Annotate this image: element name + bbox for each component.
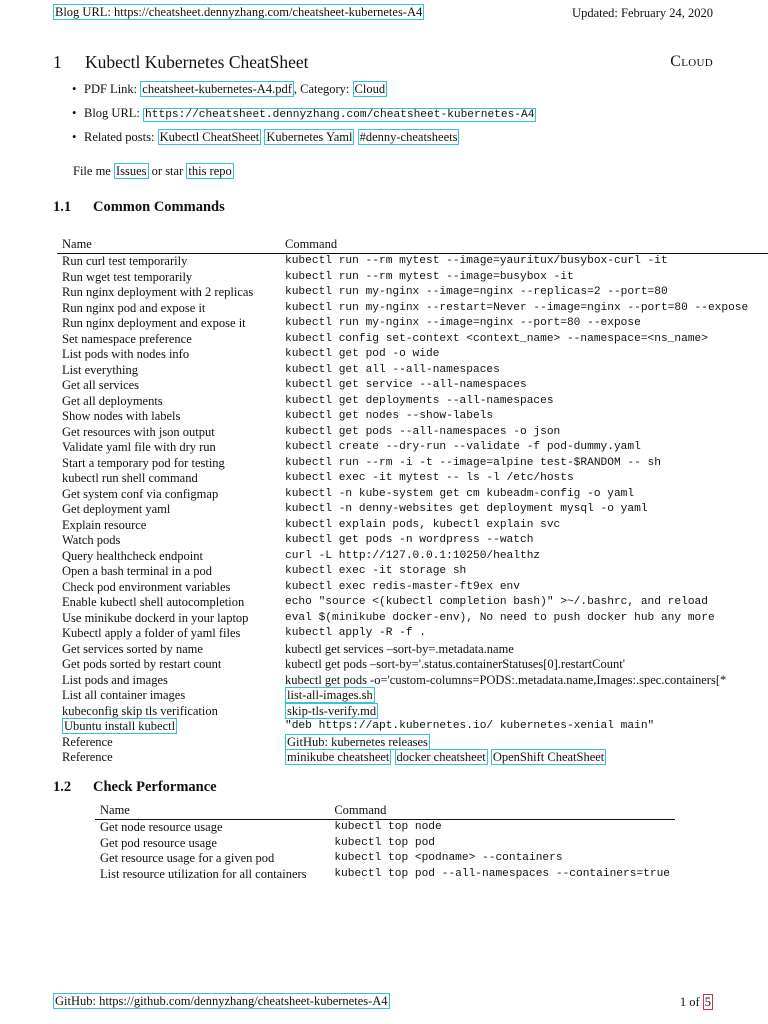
row-command: kubectl get deployments --all-namespaces (285, 394, 554, 407)
table-row (57, 735, 768, 751)
row-name: Enable kubectl shell autocompletion (62, 595, 245, 609)
row-command-link[interactable]: list-all-images.sh (287, 688, 373, 702)
related-link-kubectl[interactable]: Kubectl CheatSheet (159, 130, 260, 144)
row-command: kubectl run my-nginx --image=nginx --port=80 --expose (285, 317, 641, 329)
row-name: Set namespace preference (62, 331, 192, 346)
row-command-link[interactable]: skip-tls-verify.md (287, 703, 377, 718)
row-command: kubectl run my-nginx --image=nginx --replicas=2 --port=80 (285, 286, 668, 298)
row-name: List everything (62, 362, 139, 377)
table-row (57, 750, 768, 766)
meta-list (72, 82, 536, 154)
row-name: Run nginx deployment with 2 replicas (62, 285, 254, 299)
table-row (57, 254, 768, 270)
row-name: Use minikube dockerd in your laptop (62, 610, 249, 625)
table-row (57, 611, 768, 627)
row-command: kubectl get pods -o='custom-columns=PODS:.metadata.name,Images:.spec.containers[* (285, 672, 727, 687)
repo-link[interactable]: this repo (188, 164, 232, 178)
table-row (95, 867, 675, 883)
row-name: Get node resource usage (100, 820, 223, 834)
blog-link[interactable]: https://cheatsheet.dennyzhang.com/cheatsheet-kubernetes-A4 (145, 109, 535, 121)
row-name: List resource utilization for all containers (100, 866, 307, 881)
meta-related-item (72, 130, 536, 145)
category-link[interactable]: Cloud (354, 82, 386, 96)
row-name: Kubectl apply a folder of yaml files (62, 626, 241, 640)
category-label: , Category: (293, 82, 350, 96)
table-row (57, 425, 768, 441)
row-name: Reference (62, 750, 113, 764)
row-command (280, 735, 768, 751)
column-header-command: Command (329, 801, 675, 820)
row-command: kubectl run --rm mytest --image=yauritux/busybox-curl -it (285, 255, 668, 267)
common-commands-table (57, 235, 768, 766)
row-command-link[interactable]: GitHub: kubernetes releases (287, 734, 428, 749)
footer-page-number (680, 995, 713, 1010)
row-name: Get all services (62, 378, 140, 392)
table-row (57, 440, 768, 456)
row-command: kubectl create --dry-run --validate -f pod-dummy.yaml (285, 441, 641, 453)
row-name: kubeconfig skip tls verification (62, 703, 218, 718)
table-row (57, 270, 768, 286)
row-command: echo "source <(kubectl completion bash)" >~/.bashrc, and reload (285, 596, 708, 608)
row-command: kubectl get all --all-namespaces (285, 363, 500, 376)
row-name: Get pod resource usage (100, 835, 217, 850)
title-category: Cloud (670, 53, 713, 70)
table-row (57, 533, 768, 549)
table-row (95, 836, 675, 852)
file-me-text: File me (73, 164, 111, 178)
row-name: Run nginx deployment and expose it (62, 316, 246, 330)
reference-link[interactable]: OpenShift CheatSheet (492, 750, 605, 764)
row-name: Check pod environment variables (62, 579, 231, 594)
row-command: kubectl get pod -o wide (285, 348, 440, 360)
table-row (57, 518, 768, 534)
table-header-row (95, 801, 675, 820)
table-row (57, 301, 768, 317)
reference-link[interactable]: minikube cheatsheet (287, 750, 390, 764)
row-name: Show nodes with labels (62, 409, 181, 423)
meta-pdf-item (72, 82, 536, 97)
column-header-name: Name (95, 801, 329, 820)
pdf-link[interactable]: cheatsheet-kubernetes-A4.pdf (142, 82, 292, 96)
table-row (57, 580, 768, 596)
column-header-command: Command (280, 235, 768, 254)
table-row (57, 595, 768, 611)
row-command: kubectl exec redis-master-ft9ex env (285, 580, 520, 593)
row-command: kubectl top node (334, 821, 442, 833)
blog-label: Blog URL: (84, 106, 140, 120)
table-row (57, 347, 768, 363)
table-row (95, 820, 675, 836)
table-row (57, 673, 768, 689)
row-name: List pods and images (62, 672, 168, 687)
row-name: kubectl run shell command (62, 471, 198, 485)
table-row (57, 502, 768, 518)
row-command: kubectl get services –sort-by=.metadata.name (285, 641, 514, 656)
header-blog-url[interactable] (53, 5, 424, 20)
table-header-row (57, 235, 768, 254)
row-command: kubectl -n denny-websites get deployment mysql -o yaml (285, 503, 648, 515)
section-title: Check Performance (93, 779, 217, 795)
row-command: kubectl exec -it storage sh (285, 565, 467, 577)
row-command: kubectl apply -R -f . (285, 627, 426, 639)
star-text: or star (151, 164, 184, 178)
table-row (57, 471, 768, 487)
row-name: Validate yaml file with dry run (62, 440, 216, 454)
table-row (57, 719, 768, 735)
row-command: kubectl get pods --all-namespaces -o json (285, 425, 561, 438)
footer-github[interactable] (53, 994, 390, 1009)
table-row (57, 409, 768, 425)
row-name: Get system conf via configmap (62, 486, 219, 501)
page-label: 1 of (679, 995, 700, 1009)
row-name: Run nginx pod and expose it (62, 300, 206, 315)
row-name: Get pods sorted by restart count (62, 657, 222, 671)
row-name: Start a temporary pod for testing (62, 455, 225, 470)
row-name: Run curl test temporarily (62, 254, 188, 268)
table-row (57, 456, 768, 472)
row-command (280, 688, 768, 704)
pdf-label: PDF Link: (84, 82, 138, 96)
table-row (57, 564, 768, 580)
table-row (57, 332, 768, 348)
column-header-name: Name (57, 235, 280, 254)
row-command: kubectl config set-context <context_name> --namespace=<ns_name> (285, 332, 708, 345)
related-label: Related posts: (84, 130, 155, 144)
table-row (57, 688, 768, 704)
section-number: 1.2 (53, 779, 72, 795)
row-command: kubectl top <podname> --containers (334, 852, 563, 864)
row-command: kubectl run --rm mytest --image=busybox -it (285, 270, 574, 283)
row-name: Get resource usage for a given pod (100, 851, 275, 865)
row-name: Get deployment yaml (62, 502, 171, 516)
section-title: Common Commands (93, 199, 225, 215)
table-row (57, 316, 768, 332)
row-command: eval $(minikube docker-env), No need to push docker hub any more (285, 611, 715, 624)
row-command (280, 704, 768, 720)
table-row (57, 378, 768, 394)
total-pages-link[interactable]: 5 (704, 995, 711, 1009)
table-row (57, 487, 768, 503)
title-text: Kubectl Kubernetes CheatSheet (85, 52, 309, 72)
related-link-kubernetes-yaml[interactable]: Kubernetes Yaml (266, 130, 353, 144)
row-command: kubectl run --rm -i -t --image=alpine test-$RANDOM -- sh (285, 456, 661, 469)
row-name: Get all deployments (62, 393, 163, 408)
row-name: Get resources with json output (62, 424, 215, 439)
row-command: kubectl top pod (334, 836, 436, 849)
table-row (57, 704, 768, 720)
table-row (95, 851, 675, 867)
row-command: kubectl exec -it mytest -- ls -l /etc/hosts (285, 472, 574, 484)
check-performance-table (95, 801, 675, 882)
row-command: "deb https://apt.kubernetes.io/ kubernetes-xenial main" (285, 720, 655, 732)
row-command: kubectl run my-nginx --restart=Never --image=nginx --port=80 --expose (285, 301, 749, 314)
row-name: Open a bash terminal in a pod (62, 564, 212, 578)
related-link-denny-cheatsheets[interactable]: #denny-cheatsheets (359, 130, 458, 144)
row-command: kubectl get pods -n wordpress --watch (285, 534, 534, 546)
row-name: List pods with nodes info (62, 347, 190, 361)
table-row (57, 285, 768, 301)
title-number: 1 (53, 52, 62, 72)
footer-github-link[interactable]: GitHub: https://github.com/dennyzhang/cheatsheet-kubernetes-A4 (55, 994, 388, 1008)
section-heading-check-performance (53, 779, 217, 796)
row-name: Reference (62, 734, 113, 749)
row-name (57, 719, 280, 735)
row-name: List all container images (62, 688, 186, 702)
issues-link[interactable]: Issues (115, 164, 147, 178)
table-row (57, 394, 768, 410)
row-name: Run wget test temporarily (62, 269, 193, 284)
row-command: curl -L http://127.0.0.1:10250/healthz (285, 549, 541, 562)
row-name: Get services sorted by name (62, 641, 203, 656)
meta-blog-item (72, 106, 536, 121)
page-title (53, 52, 309, 73)
row-command: kubectl top pod --all-namespaces --containers=true (334, 867, 670, 880)
row-name: Explain resource (62, 517, 147, 532)
row-command: kubectl explain pods, kubectl explain svc (285, 518, 561, 531)
table-row (57, 363, 768, 379)
row-name: Watch pods (62, 533, 121, 547)
row-command: kubectl get pods –sort-by='.status.containerStatuses[0].restartCount' (285, 657, 625, 671)
row-command (280, 750, 768, 766)
table-row (57, 642, 768, 658)
row-name: Query healthcheck endpoint (62, 548, 203, 563)
reference-link[interactable]: docker cheatsheet (396, 750, 486, 764)
row-command: kubectl -n kube-system get cm kubeadm-config -o yaml (285, 487, 635, 500)
row-command: kubectl get service --all-namespaces (285, 379, 527, 391)
section-heading-common-commands (53, 199, 225, 216)
header-updated-date: Updated: February 24, 2020 (572, 6, 713, 20)
table-row (57, 657, 768, 673)
file-me-line (73, 164, 234, 179)
table-row (57, 626, 768, 642)
table-row (57, 549, 768, 565)
section-number: 1.1 (53, 199, 72, 215)
row-name-link[interactable]: Ubuntu install kubectl (64, 719, 176, 733)
row-command: kubectl get nodes --show-labels (285, 410, 494, 422)
header-blog-link[interactable]: Blog URL: https://cheatsheet.dennyzhang.com/cheatsheet-kubernetes-A4 (55, 5, 423, 19)
